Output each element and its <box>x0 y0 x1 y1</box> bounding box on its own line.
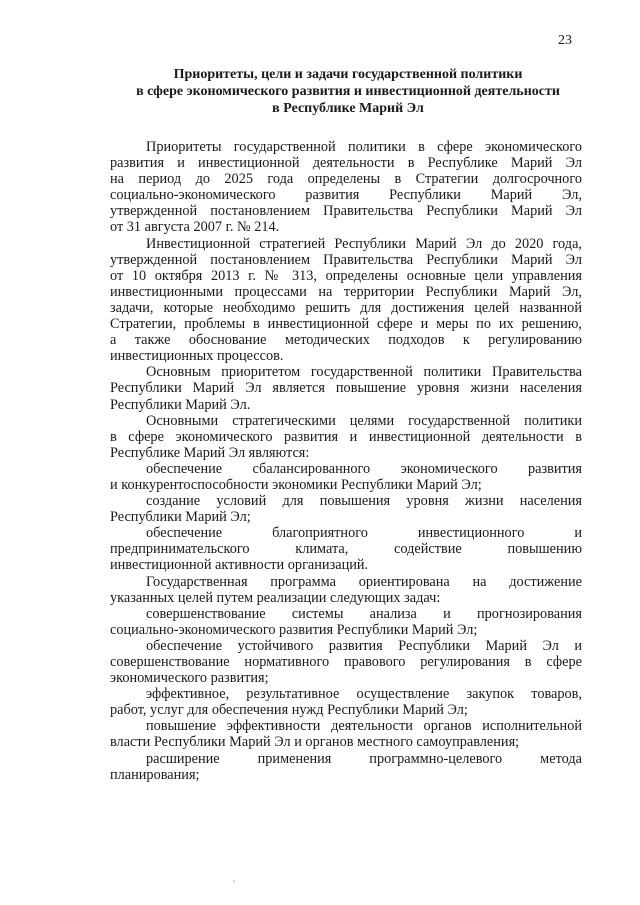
text-line: в сфере экономического развития и инвестиционной деятельности в <box>110 428 582 445</box>
text-line: утвержденной постановлением Правительства Республики Марий Эл <box>110 203 582 220</box>
text-line: совершенствование нормативного правового регулирования в сфере <box>110 654 582 670</box>
text-line: Республики Марий Эл; <box>110 509 251 526</box>
text-line: от 31 августа 2007 г. № 214. <box>110 219 280 236</box>
text-line: развития и инвестиционной деятельности в Республике Марий Эл <box>110 155 582 172</box>
text-line: утвержденной постановлением Правительства Республики Марий Эл <box>110 251 582 268</box>
text-line: Основным приоритетом государственной политики Правительства <box>146 364 582 381</box>
text-line: обеспечение устойчивого развития Республики Марий Эл и <box>146 637 582 654</box>
text-line: Инвестиционной стратегией Республики Марий Эл до 2020 года, <box>146 235 582 252</box>
text-line: планирования; <box>110 766 200 783</box>
text-line: социально-экономического развития Республики Марий Эл, <box>110 187 582 204</box>
text-line: инвестиционной активности организаций. <box>110 557 369 574</box>
title-line-3: в Республике Марий Эл <box>272 101 424 116</box>
text-line: обеспечение благоприятного инвестиционного и <box>146 525 582 542</box>
text-line: работ, услуг для обеспечения нужд Республики Марий Эл; <box>110 702 468 719</box>
text-line: Основными стратегическими целями государственной политики <box>146 412 582 429</box>
text-line: предпринимательского климата, содействие повышению <box>110 541 582 558</box>
text-line: обеспечение сбалансированного экономического развития <box>146 460 582 477</box>
text-line: создание условий для повышения уровня жизни населения <box>146 493 582 510</box>
title-line-2: в сфере экономического развития и инвестиционной деятельности <box>136 84 560 99</box>
body-text <box>110 139 582 783</box>
scan-speck <box>233 880 235 882</box>
text-line: эффективное, результативное осуществление закупок товаров, <box>146 686 582 703</box>
section-title <box>100 66 596 117</box>
text-line: повышение эффективности деятельности органов исполнительной <box>146 718 582 735</box>
page-number: 23 <box>558 33 572 48</box>
text-line: экономического развития; <box>110 670 269 687</box>
text-line: Стратегии, проблемы в инвестиционной сфере и меры по их решению, <box>110 316 582 333</box>
text-line: и конкурентоспособности экономики Республики Марий Эл; <box>110 476 482 493</box>
text-line: Приоритеты государственной политики в сфере экономического <box>146 139 582 155</box>
text-line: Республики Марий Эл. <box>110 396 251 413</box>
text-line: социально-экономического развития Республики Марий Эл; <box>110 621 478 638</box>
text-line: власти Республики Марий Эл и органов местного самоуправления; <box>110 734 520 751</box>
text-line: Республики Марий Эл является повышение уровня жизни населения <box>110 380 582 397</box>
text-line: задачи, которые необходимо решить для достижения целей названной <box>110 299 582 316</box>
text-line: Республике Марий Эл являются: <box>110 444 310 461</box>
text-line: Государственная программа ориентирована на достижение <box>146 573 582 590</box>
title-line-1: Приоритеты, цели и задачи государственной политики <box>173 67 523 82</box>
text-line: инвестиционных процессов. <box>110 348 284 365</box>
text-line: совершенствование системы анализа и прогнозирования <box>146 605 582 622</box>
text-line: указанных целей путем реализации следующих задач: <box>110 589 441 606</box>
text-line: на период до 2025 года определены в Стратегии долгосрочного <box>110 171 582 188</box>
text-line: расширение применения программно-целевого метода <box>146 750 582 767</box>
text-line: от 10 октября 2013 г. № 313, определены основные цели управления <box>110 267 582 284</box>
text-line: инвестиционными процессами на территории Республики Марий Эл, <box>110 283 582 300</box>
text-line: а также обоснование методических подходов к регулированию <box>110 332 582 349</box>
